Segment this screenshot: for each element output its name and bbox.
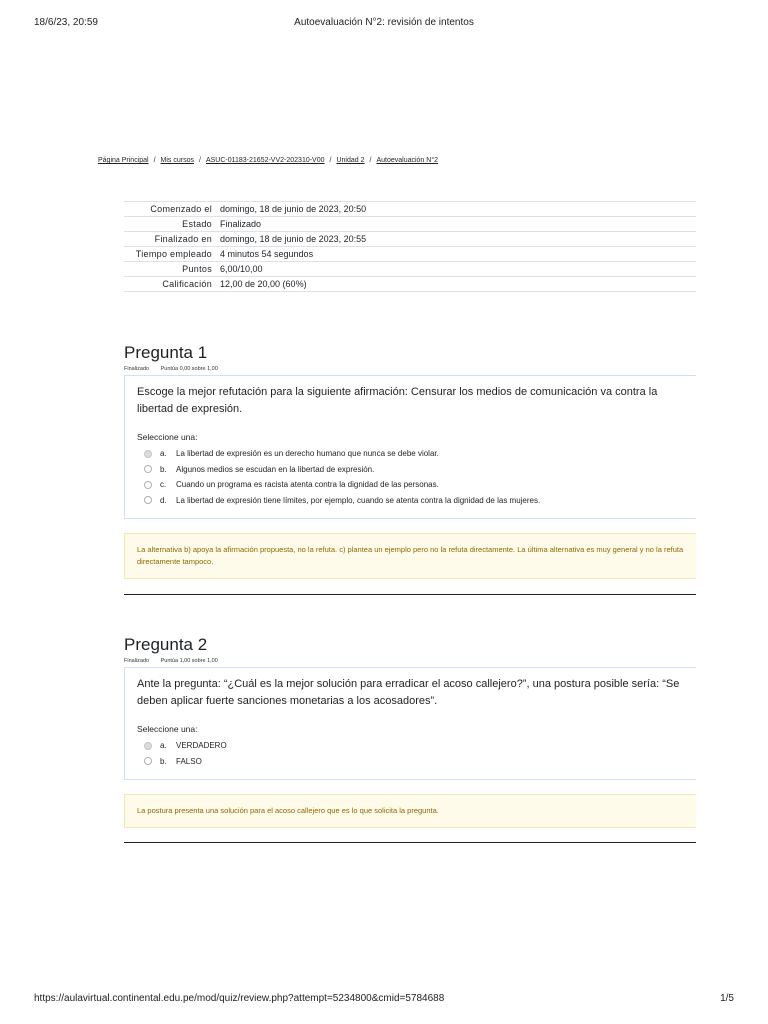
summary-label: Tiempo empleado bbox=[135, 249, 212, 259]
question-2 bbox=[124, 635, 696, 828]
option-letter: d. bbox=[160, 495, 167, 505]
radio-button-icon[interactable] bbox=[144, 465, 152, 473]
print-title: Autoevaluación N°2: revisión de intentos bbox=[294, 17, 474, 28]
summary-value: domingo, 18 de junio de 2023, 20:50 bbox=[220, 204, 367, 214]
summary-label: Comenzado el bbox=[150, 204, 212, 214]
breadcrumb bbox=[98, 157, 438, 164]
option-text: La libertad de expresión es un derecho humano que nunca se debe violar. bbox=[176, 449, 439, 459]
summary-row-state bbox=[124, 217, 696, 232]
option-text: VERDADERO bbox=[176, 741, 227, 751]
radio-button-icon[interactable] bbox=[144, 481, 152, 489]
question-state: Finalizado bbox=[124, 658, 150, 664]
question-info bbox=[124, 658, 696, 664]
general-feedback: La postura presenta una solución para el acoso callejero que es lo que solicita la pregunta. bbox=[124, 794, 696, 828]
breadcrumb-separator: / bbox=[153, 157, 156, 164]
summary-row-finished bbox=[124, 232, 696, 247]
summary-label: Finalizado en bbox=[154, 234, 212, 244]
breadcrumb-home-link[interactable]: Página Principal bbox=[98, 157, 149, 164]
summary-row-grade bbox=[124, 277, 696, 292]
question-title: Pregunta 2 bbox=[124, 635, 208, 654]
question-state: Finalizado bbox=[124, 366, 150, 372]
radio-button-icon[interactable] bbox=[144, 450, 152, 458]
summary-row-marks bbox=[124, 262, 696, 277]
option-letter: a. bbox=[160, 449, 167, 459]
option-letter: c. bbox=[160, 480, 167, 490]
answer-option-b[interactable] bbox=[137, 754, 684, 770]
question-formulation bbox=[124, 667, 696, 780]
summary-value: 4 minutos 54 segundos bbox=[220, 249, 314, 259]
breadcrumb-separator: / bbox=[329, 157, 332, 164]
summary-row-started bbox=[124, 202, 696, 217]
answer-prompt: Seleccione una: bbox=[137, 432, 198, 442]
print-date: 18/6/23, 20:59 bbox=[34, 17, 98, 28]
option-letter: b. bbox=[160, 464, 167, 474]
answer-option-b[interactable] bbox=[137, 462, 684, 478]
print-header bbox=[34, 17, 734, 31]
summary-value: Finalizado bbox=[220, 219, 262, 229]
question-divider bbox=[124, 842, 696, 843]
breadcrumb-unit-link[interactable]: Unidad 2 bbox=[336, 157, 365, 164]
breadcrumb-quiz-link[interactable]: Autoevaluación N°2 bbox=[376, 157, 439, 164]
breadcrumb-my-courses-link[interactable]: Mis cursos bbox=[160, 157, 194, 164]
summary-label: Calificación bbox=[162, 279, 212, 289]
attempt-summary-table bbox=[124, 201, 696, 292]
radio-button-icon[interactable] bbox=[144, 742, 152, 750]
summary-label: Puntos bbox=[182, 264, 212, 274]
breadcrumb-separator: / bbox=[199, 157, 201, 164]
answer-option-d[interactable] bbox=[137, 493, 684, 509]
summary-row-time-taken bbox=[124, 247, 696, 262]
answer-option-a[interactable] bbox=[137, 446, 684, 462]
answer-option-c[interactable] bbox=[137, 477, 684, 493]
question-text: Ante la pregunta: “¿Cuál es la mejor solución para erradicar el acoso callejero?”, una postura posible sería: “Se deben aplicar fuerte sanciones monetarias a los acosadores”. bbox=[137, 678, 680, 707]
breadcrumb-course-link[interactable]: ASUC-01183-21652-VV2-202310-V00 bbox=[205, 157, 325, 164]
question-title: Pregunta 1 bbox=[124, 343, 208, 362]
question-info bbox=[124, 366, 696, 372]
breadcrumb-separator: / bbox=[369, 157, 372, 164]
radio-button-icon[interactable] bbox=[144, 496, 152, 504]
question-divider bbox=[124, 594, 696, 595]
answer-option-a[interactable] bbox=[137, 738, 684, 754]
option-text: La libertad de expresión tiene límites, por ejemplo, cuando se atenta contra la dignidad de las mujeres. bbox=[176, 495, 541, 505]
option-text: Cuando un programa es racista atenta contra la dignidad de las personas. bbox=[176, 480, 439, 490]
print-page-number: 1/5 bbox=[720, 993, 734, 1004]
summary-value: 6,00/10,00 bbox=[220, 264, 263, 274]
summary-value: domingo, 18 de junio de 2023, 20:55 bbox=[220, 234, 367, 244]
print-url: https://aulavirtual.continental.edu.pe/mod/quiz/review.php?attempt=5234800&cmid=5784688 bbox=[34, 993, 445, 1004]
question-grade: Puntúa 0,00 sobre 1,00 bbox=[160, 366, 218, 372]
question-1 bbox=[124, 343, 696, 579]
summary-label: Estado bbox=[182, 219, 212, 229]
question-grade: Puntúa 1,00 sobre 1,00 bbox=[160, 658, 218, 664]
answer-options bbox=[137, 446, 684, 508]
option-letter: b. bbox=[160, 756, 167, 766]
answer-options bbox=[137, 738, 684, 769]
radio-button-icon[interactable] bbox=[144, 757, 152, 765]
print-footer bbox=[34, 993, 734, 1007]
option-text: FALSO bbox=[176, 756, 202, 766]
question-formulation bbox=[124, 375, 696, 519]
question-text: Escoge la mejor refutación para la siguiente afirmación: Censurar los medios de comunicación va contra la libertad de expresión. bbox=[137, 386, 658, 415]
general-feedback: La alternativa b) apoya la afirmación propuesta, no la refuta. c) plantea un ejemplo pero no la refuta directamente. La última alternativa es muy general y no la refuta directamente tampoco. bbox=[124, 533, 696, 579]
answer-prompt: Seleccione una: bbox=[137, 724, 198, 734]
option-letter: a. bbox=[160, 741, 167, 751]
option-text: Algunos medios se escudan en la libertad de expresión. bbox=[176, 464, 375, 474]
summary-value: 12,00 de 20,00 (60%) bbox=[220, 279, 307, 289]
